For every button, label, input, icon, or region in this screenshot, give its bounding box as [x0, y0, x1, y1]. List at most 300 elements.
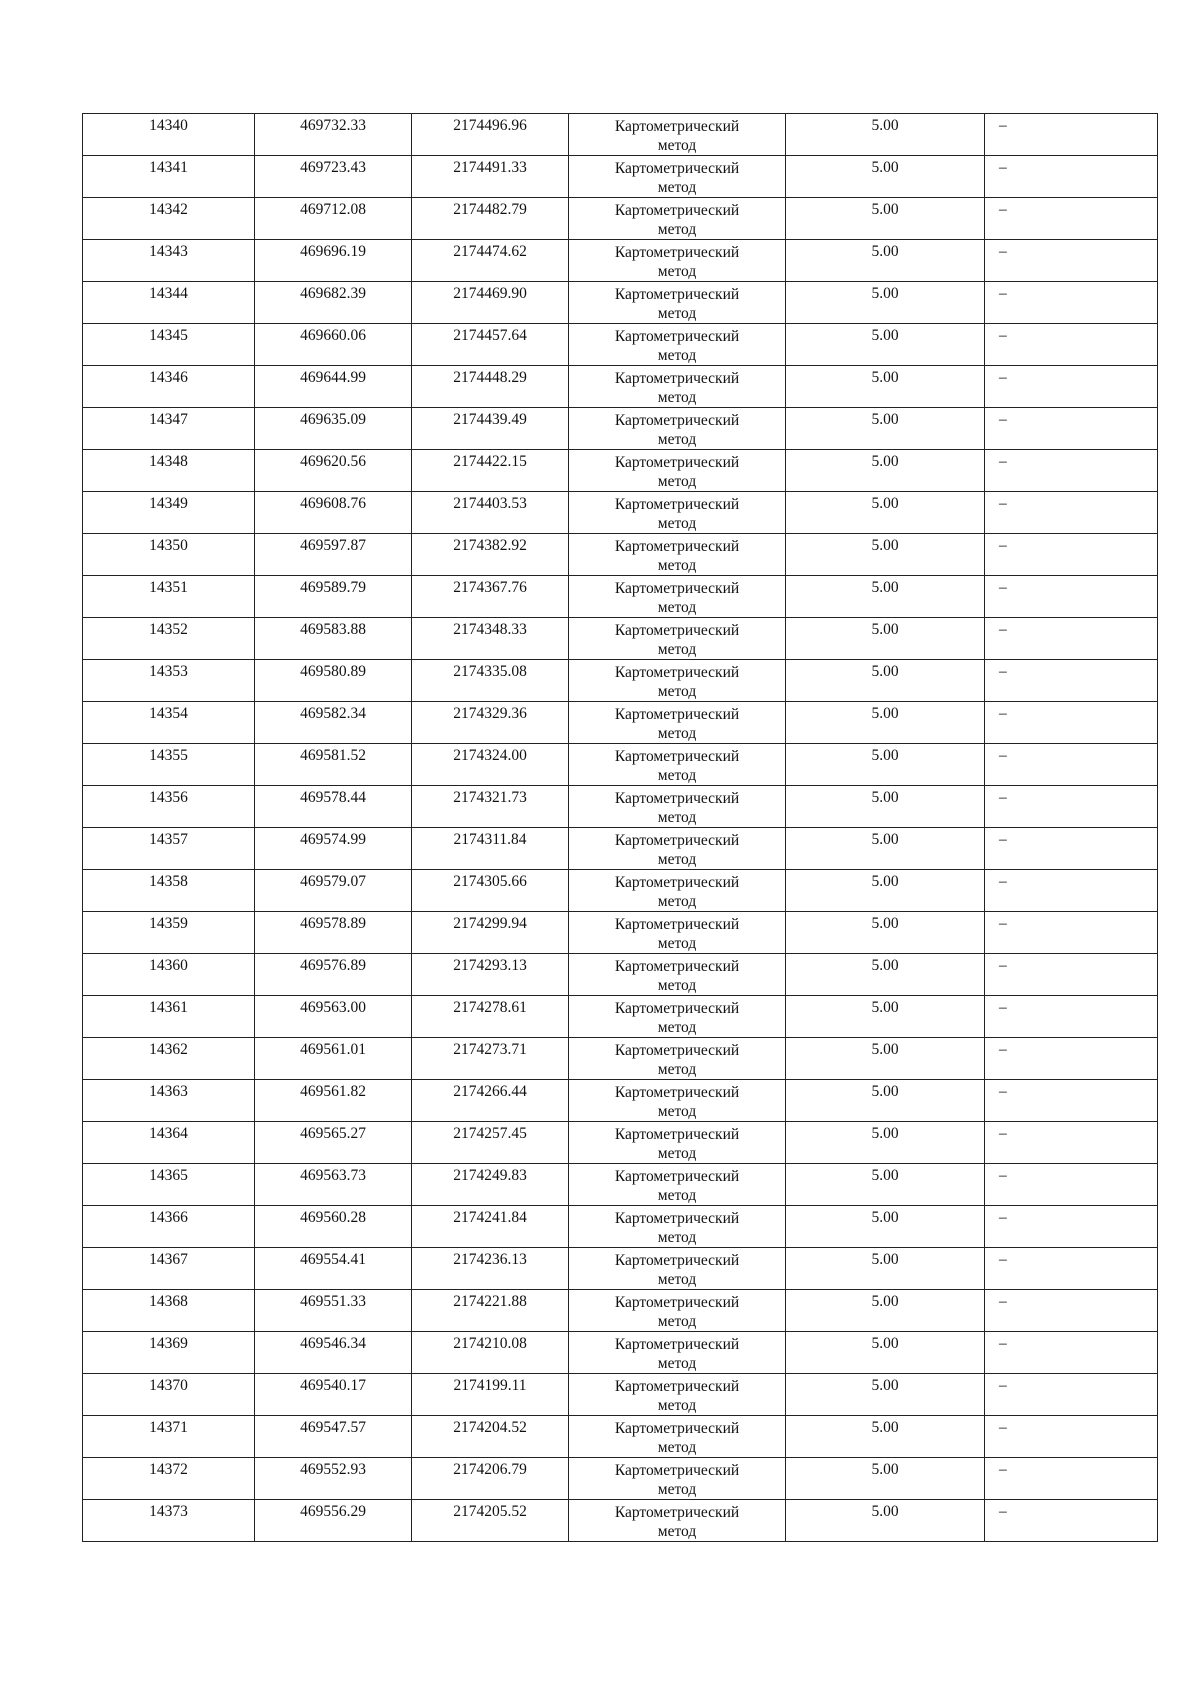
method-line1: Картометрический [614, 538, 740, 555]
x-coordinate-cell: 469583.88 [255, 618, 412, 660]
method-line1: Картометрический [614, 244, 740, 261]
point-number-cell: 14363 [83, 1080, 255, 1122]
method-line1: Картометрический [614, 118, 740, 135]
point-number-cell: 14342 [83, 198, 255, 240]
y-coordinate-cell: 2174249.83 [412, 1164, 569, 1206]
x-coordinate-cell: 469576.89 [255, 954, 412, 996]
table-row [83, 1248, 1158, 1290]
table-row [83, 1458, 1158, 1500]
y-coordinate-cell: 2174221.88 [412, 1290, 569, 1332]
table-row [83, 576, 1158, 618]
table-row [83, 996, 1158, 1038]
accuracy-cell: 5.00 [786, 156, 985, 198]
accuracy-cell: 5.00 [786, 1206, 985, 1248]
x-coordinate-cell: 469582.34 [255, 702, 412, 744]
accuracy-cell: 5.00 [786, 450, 985, 492]
point-number-cell: 14367 [83, 1248, 255, 1290]
note-cell: – [985, 1500, 1158, 1542]
y-coordinate-cell: 2174293.13 [412, 954, 569, 996]
method-line2: метод [657, 1061, 697, 1078]
x-coordinate-cell: 469554.41 [255, 1248, 412, 1290]
table-row [83, 282, 1158, 324]
y-coordinate-cell: 2174335.08 [412, 660, 569, 702]
method-cell [569, 1122, 786, 1164]
point-number-cell: 14371 [83, 1416, 255, 1458]
method-cell [569, 1458, 786, 1500]
accuracy-cell: 5.00 [786, 576, 985, 618]
accuracy-cell: 5.00 [786, 954, 985, 996]
accuracy-cell: 5.00 [786, 240, 985, 282]
method-cell [569, 1332, 786, 1374]
note-cell: – [985, 366, 1158, 408]
y-coordinate-cell: 2174324.00 [412, 744, 569, 786]
x-coordinate-cell: 469635.09 [255, 408, 412, 450]
method-cell [569, 1374, 786, 1416]
method-line2: метод [657, 263, 697, 280]
note-cell: – [985, 996, 1158, 1038]
x-coordinate-cell: 469565.27 [255, 1122, 412, 1164]
table-row [83, 198, 1158, 240]
method-cell [569, 450, 786, 492]
point-number-cell: 14356 [83, 786, 255, 828]
method-cell [569, 912, 786, 954]
method-line1: Картометрический [614, 874, 740, 891]
note-cell: – [985, 324, 1158, 366]
point-number-cell: 14352 [83, 618, 255, 660]
y-coordinate-cell: 2174204.52 [412, 1416, 569, 1458]
method-cell [569, 324, 786, 366]
method-cell [569, 996, 786, 1038]
x-coordinate-cell: 469578.44 [255, 786, 412, 828]
point-number-cell: 14340 [83, 114, 255, 156]
method-line2: метод [657, 935, 697, 952]
y-coordinate-cell: 2174348.33 [412, 618, 569, 660]
method-line1: Картометрический [614, 370, 740, 387]
y-coordinate-cell: 2174482.79 [412, 198, 569, 240]
y-coordinate-cell: 2174382.92 [412, 534, 569, 576]
table-row [83, 1080, 1158, 1122]
x-coordinate-cell: 469561.01 [255, 1038, 412, 1080]
note-cell: – [985, 954, 1158, 996]
method-line2: метод [657, 683, 697, 700]
x-coordinate-cell: 469546.34 [255, 1332, 412, 1374]
x-coordinate-cell: 469589.79 [255, 576, 412, 618]
method-cell [569, 1248, 786, 1290]
accuracy-cell: 5.00 [786, 828, 985, 870]
method-line2: метод [657, 767, 697, 784]
method-line2: метод [657, 851, 697, 868]
method-cell [569, 282, 786, 324]
point-number-cell: 14345 [83, 324, 255, 366]
method-line1: Картометрический [614, 1210, 740, 1227]
note-cell: – [985, 1458, 1158, 1500]
accuracy-cell: 5.00 [786, 1290, 985, 1332]
method-line1: Картометрический [614, 1252, 740, 1269]
method-line1: Картометрический [614, 790, 740, 807]
x-coordinate-cell: 469620.56 [255, 450, 412, 492]
table-row [83, 1332, 1158, 1374]
note-cell: – [985, 408, 1158, 450]
y-coordinate-cell: 2174305.66 [412, 870, 569, 912]
point-number-cell: 14350 [83, 534, 255, 576]
note-cell: – [985, 1290, 1158, 1332]
table-row [83, 1038, 1158, 1080]
table-row [83, 1416, 1158, 1458]
x-coordinate-cell: 469597.87 [255, 534, 412, 576]
point-number-cell: 14368 [83, 1290, 255, 1332]
method-line1: Картометрический [614, 748, 740, 765]
accuracy-cell: 5.00 [786, 744, 985, 786]
accuracy-cell: 5.00 [786, 660, 985, 702]
method-cell [569, 1416, 786, 1458]
y-coordinate-cell: 2174457.64 [412, 324, 569, 366]
x-coordinate-cell: 469551.33 [255, 1290, 412, 1332]
method-line1: Картометрический [614, 706, 740, 723]
point-number-cell: 14358 [83, 870, 255, 912]
table-row [83, 534, 1158, 576]
note-cell: – [985, 156, 1158, 198]
point-number-cell: 14354 [83, 702, 255, 744]
x-coordinate-cell: 469660.06 [255, 324, 412, 366]
table-row [83, 1164, 1158, 1206]
method-line1: Картометрический [614, 202, 740, 219]
x-coordinate-cell: 469561.82 [255, 1080, 412, 1122]
point-number-cell: 14353 [83, 660, 255, 702]
method-cell [569, 660, 786, 702]
note-cell: – [985, 786, 1158, 828]
point-number-cell: 14373 [83, 1500, 255, 1542]
method-cell [569, 492, 786, 534]
point-number-cell: 14361 [83, 996, 255, 1038]
x-coordinate-cell: 469563.73 [255, 1164, 412, 1206]
method-line2: метод [657, 725, 697, 742]
accuracy-cell: 5.00 [786, 408, 985, 450]
method-cell [569, 156, 786, 198]
x-coordinate-cell: 469723.43 [255, 156, 412, 198]
method-line2: метод [657, 1439, 697, 1456]
note-cell: – [985, 660, 1158, 702]
accuracy-cell: 5.00 [786, 1416, 985, 1458]
y-coordinate-cell: 2174210.08 [412, 1332, 569, 1374]
table-row [83, 1122, 1158, 1164]
table-row [83, 786, 1158, 828]
note-cell: – [985, 576, 1158, 618]
note-cell: – [985, 828, 1158, 870]
note-cell: – [985, 534, 1158, 576]
method-line2: метод [657, 473, 697, 490]
method-line2: метод [657, 557, 697, 574]
method-line2: метод [657, 305, 697, 322]
accuracy-cell: 5.00 [786, 198, 985, 240]
y-coordinate-cell: 2174439.49 [412, 408, 569, 450]
table-row [83, 870, 1158, 912]
note-cell: – [985, 450, 1158, 492]
y-coordinate-cell: 2174403.53 [412, 492, 569, 534]
note-cell: – [985, 1332, 1158, 1374]
method-cell [569, 618, 786, 660]
method-line2: метод [657, 389, 697, 406]
x-coordinate-cell: 469574.99 [255, 828, 412, 870]
accuracy-cell: 5.00 [786, 1164, 985, 1206]
note-cell: – [985, 912, 1158, 954]
method-line1: Картометрический [614, 1084, 740, 1101]
method-line2: метод [657, 809, 697, 826]
y-coordinate-cell: 2174266.44 [412, 1080, 569, 1122]
method-cell [569, 954, 786, 996]
x-coordinate-cell: 469556.29 [255, 1500, 412, 1542]
method-cell [569, 240, 786, 282]
x-coordinate-cell: 469547.57 [255, 1416, 412, 1458]
note-cell: – [985, 198, 1158, 240]
y-coordinate-cell: 2174469.90 [412, 282, 569, 324]
x-coordinate-cell: 469563.00 [255, 996, 412, 1038]
note-cell: – [985, 1374, 1158, 1416]
method-line1: Картометрический [614, 1042, 740, 1059]
accuracy-cell: 5.00 [786, 912, 985, 954]
y-coordinate-cell: 2174422.15 [412, 450, 569, 492]
method-cell [569, 1290, 786, 1332]
method-cell [569, 408, 786, 450]
point-number-cell: 14341 [83, 156, 255, 198]
method-line1: Картометрический [614, 580, 740, 597]
table-row [83, 492, 1158, 534]
x-coordinate-cell: 469578.89 [255, 912, 412, 954]
accuracy-cell: 5.00 [786, 1374, 985, 1416]
point-number-cell: 14344 [83, 282, 255, 324]
table-row [83, 618, 1158, 660]
y-coordinate-cell: 2174257.45 [412, 1122, 569, 1164]
method-line1: Картометрический [614, 916, 740, 933]
x-coordinate-cell: 469608.76 [255, 492, 412, 534]
note-cell: – [985, 1164, 1158, 1206]
method-line2: метод [657, 1313, 697, 1330]
point-number-cell: 14343 [83, 240, 255, 282]
point-number-cell: 14362 [83, 1038, 255, 1080]
note-cell: – [985, 618, 1158, 660]
method-cell [569, 1206, 786, 1248]
table-row [83, 240, 1158, 282]
table-row [83, 1290, 1158, 1332]
y-coordinate-cell: 2174206.79 [412, 1458, 569, 1500]
method-cell [569, 534, 786, 576]
table-row [83, 1500, 1158, 1542]
table-body [83, 114, 1158, 1542]
method-line1: Картометрический [614, 1126, 740, 1143]
y-coordinate-cell: 2174311.84 [412, 828, 569, 870]
note-cell: – [985, 702, 1158, 744]
point-number-cell: 14369 [83, 1332, 255, 1374]
method-line2: метод [657, 515, 697, 532]
point-number-cell: 14348 [83, 450, 255, 492]
method-cell [569, 1080, 786, 1122]
method-line1: Картометрический [614, 496, 740, 513]
method-cell [569, 786, 786, 828]
method-line1: Картометрический [614, 328, 740, 345]
note-cell: – [985, 492, 1158, 534]
method-cell [569, 870, 786, 912]
method-line1: Картометрический [614, 286, 740, 303]
method-line2: метод [657, 1229, 697, 1246]
method-cell [569, 366, 786, 408]
table-row [83, 954, 1158, 996]
method-line2: метод [657, 1523, 697, 1540]
method-cell [569, 744, 786, 786]
method-line2: метод [657, 179, 697, 196]
point-number-cell: 14359 [83, 912, 255, 954]
method-cell [569, 1038, 786, 1080]
table-row [83, 912, 1158, 954]
method-cell [569, 828, 786, 870]
y-coordinate-cell: 2174273.71 [412, 1038, 569, 1080]
accuracy-cell: 5.00 [786, 1332, 985, 1374]
method-line1: Картометрический [614, 1504, 740, 1521]
method-line2: метод [657, 599, 697, 616]
method-line2: метод [657, 1103, 697, 1120]
method-line1: Картометрический [614, 832, 740, 849]
table-row [83, 408, 1158, 450]
table-row [83, 744, 1158, 786]
y-coordinate-cell: 2174496.96 [412, 114, 569, 156]
note-cell: – [985, 1122, 1158, 1164]
point-number-cell: 14346 [83, 366, 255, 408]
point-number-cell: 14370 [83, 1374, 255, 1416]
y-coordinate-cell: 2174448.29 [412, 366, 569, 408]
table-row [83, 324, 1158, 366]
x-coordinate-cell: 469644.99 [255, 366, 412, 408]
note-cell: – [985, 1206, 1158, 1248]
method-line1: Картометрический [614, 958, 740, 975]
method-line2: метод [657, 1397, 697, 1414]
method-line1: Картометрический [614, 622, 740, 639]
accuracy-cell: 5.00 [786, 786, 985, 828]
point-number-cell: 14360 [83, 954, 255, 996]
x-coordinate-cell: 469581.52 [255, 744, 412, 786]
accuracy-cell: 5.00 [786, 1122, 985, 1164]
x-coordinate-cell: 469732.33 [255, 114, 412, 156]
note-cell: – [985, 282, 1158, 324]
accuracy-cell: 5.00 [786, 492, 985, 534]
y-coordinate-cell: 2174321.73 [412, 786, 569, 828]
method-line1: Картометрический [614, 1462, 740, 1479]
table-row [83, 828, 1158, 870]
note-cell: – [985, 240, 1158, 282]
point-number-cell: 14351 [83, 576, 255, 618]
point-number-cell: 14364 [83, 1122, 255, 1164]
note-cell: – [985, 1080, 1158, 1122]
method-line1: Картометрический [614, 1000, 740, 1017]
x-coordinate-cell: 469552.93 [255, 1458, 412, 1500]
accuracy-cell: 5.00 [786, 324, 985, 366]
table-row [83, 156, 1158, 198]
y-coordinate-cell: 2174367.76 [412, 576, 569, 618]
method-line2: метод [657, 1019, 697, 1036]
note-cell: – [985, 114, 1158, 156]
x-coordinate-cell: 469579.07 [255, 870, 412, 912]
method-line1: Картометрический [614, 1420, 740, 1437]
accuracy-cell: 5.00 [786, 1458, 985, 1500]
table-row [83, 660, 1158, 702]
method-line2: метод [657, 977, 697, 994]
method-line2: метод [657, 347, 697, 364]
y-coordinate-cell: 2174474.62 [412, 240, 569, 282]
method-line2: метод [657, 137, 697, 154]
y-coordinate-cell: 2174205.52 [412, 1500, 569, 1542]
point-number-cell: 14355 [83, 744, 255, 786]
method-cell [569, 1500, 786, 1542]
method-line2: метод [657, 1145, 697, 1162]
y-coordinate-cell: 2174329.36 [412, 702, 569, 744]
y-coordinate-cell: 2174236.13 [412, 1248, 569, 1290]
accuracy-cell: 5.00 [786, 618, 985, 660]
method-line2: метод [657, 431, 697, 448]
y-coordinate-cell: 2174299.94 [412, 912, 569, 954]
method-line1: Картометрический [614, 412, 740, 429]
method-line2: метод [657, 221, 697, 238]
accuracy-cell: 5.00 [786, 702, 985, 744]
method-cell [569, 576, 786, 618]
accuracy-cell: 5.00 [786, 1080, 985, 1122]
table-row [83, 1206, 1158, 1248]
point-number-cell: 14365 [83, 1164, 255, 1206]
point-number-cell: 14366 [83, 1206, 255, 1248]
accuracy-cell: 5.00 [786, 1500, 985, 1542]
x-coordinate-cell: 469560.28 [255, 1206, 412, 1248]
y-coordinate-cell: 2174278.61 [412, 996, 569, 1038]
coordinates-table [82, 113, 1158, 1542]
point-number-cell: 14372 [83, 1458, 255, 1500]
table-row [83, 114, 1158, 156]
accuracy-cell: 5.00 [786, 870, 985, 912]
accuracy-cell: 5.00 [786, 1038, 985, 1080]
method-line1: Картометрический [614, 454, 740, 471]
method-line2: метод [657, 1187, 697, 1204]
table-row [83, 366, 1158, 408]
x-coordinate-cell: 469540.17 [255, 1374, 412, 1416]
method-line1: Картометрический [614, 160, 740, 177]
note-cell: – [985, 1416, 1158, 1458]
method-line2: метод [657, 641, 697, 658]
method-line2: метод [657, 1355, 697, 1372]
note-cell: – [985, 1248, 1158, 1290]
method-line2: метод [657, 1481, 697, 1498]
accuracy-cell: 5.00 [786, 534, 985, 576]
y-coordinate-cell: 2174491.33 [412, 156, 569, 198]
table-row [83, 702, 1158, 744]
note-cell: – [985, 870, 1158, 912]
method-line1: Картометрический [614, 664, 740, 681]
method-cell [569, 1164, 786, 1206]
x-coordinate-cell: 469696.19 [255, 240, 412, 282]
point-number-cell: 14349 [83, 492, 255, 534]
method-line2: метод [657, 893, 697, 910]
method-cell [569, 702, 786, 744]
method-line1: Картометрический [614, 1294, 740, 1311]
method-line1: Картометрический [614, 1378, 740, 1395]
table-row [83, 1374, 1158, 1416]
x-coordinate-cell: 469580.89 [255, 660, 412, 702]
accuracy-cell: 5.00 [786, 114, 985, 156]
point-number-cell: 14357 [83, 828, 255, 870]
method-line2: метод [657, 1271, 697, 1288]
accuracy-cell: 5.00 [786, 1248, 985, 1290]
y-coordinate-cell: 2174199.11 [412, 1374, 569, 1416]
note-cell: – [985, 1038, 1158, 1080]
accuracy-cell: 5.00 [786, 282, 985, 324]
method-cell [569, 114, 786, 156]
accuracy-cell: 5.00 [786, 366, 985, 408]
y-coordinate-cell: 2174241.84 [412, 1206, 569, 1248]
table-row [83, 450, 1158, 492]
